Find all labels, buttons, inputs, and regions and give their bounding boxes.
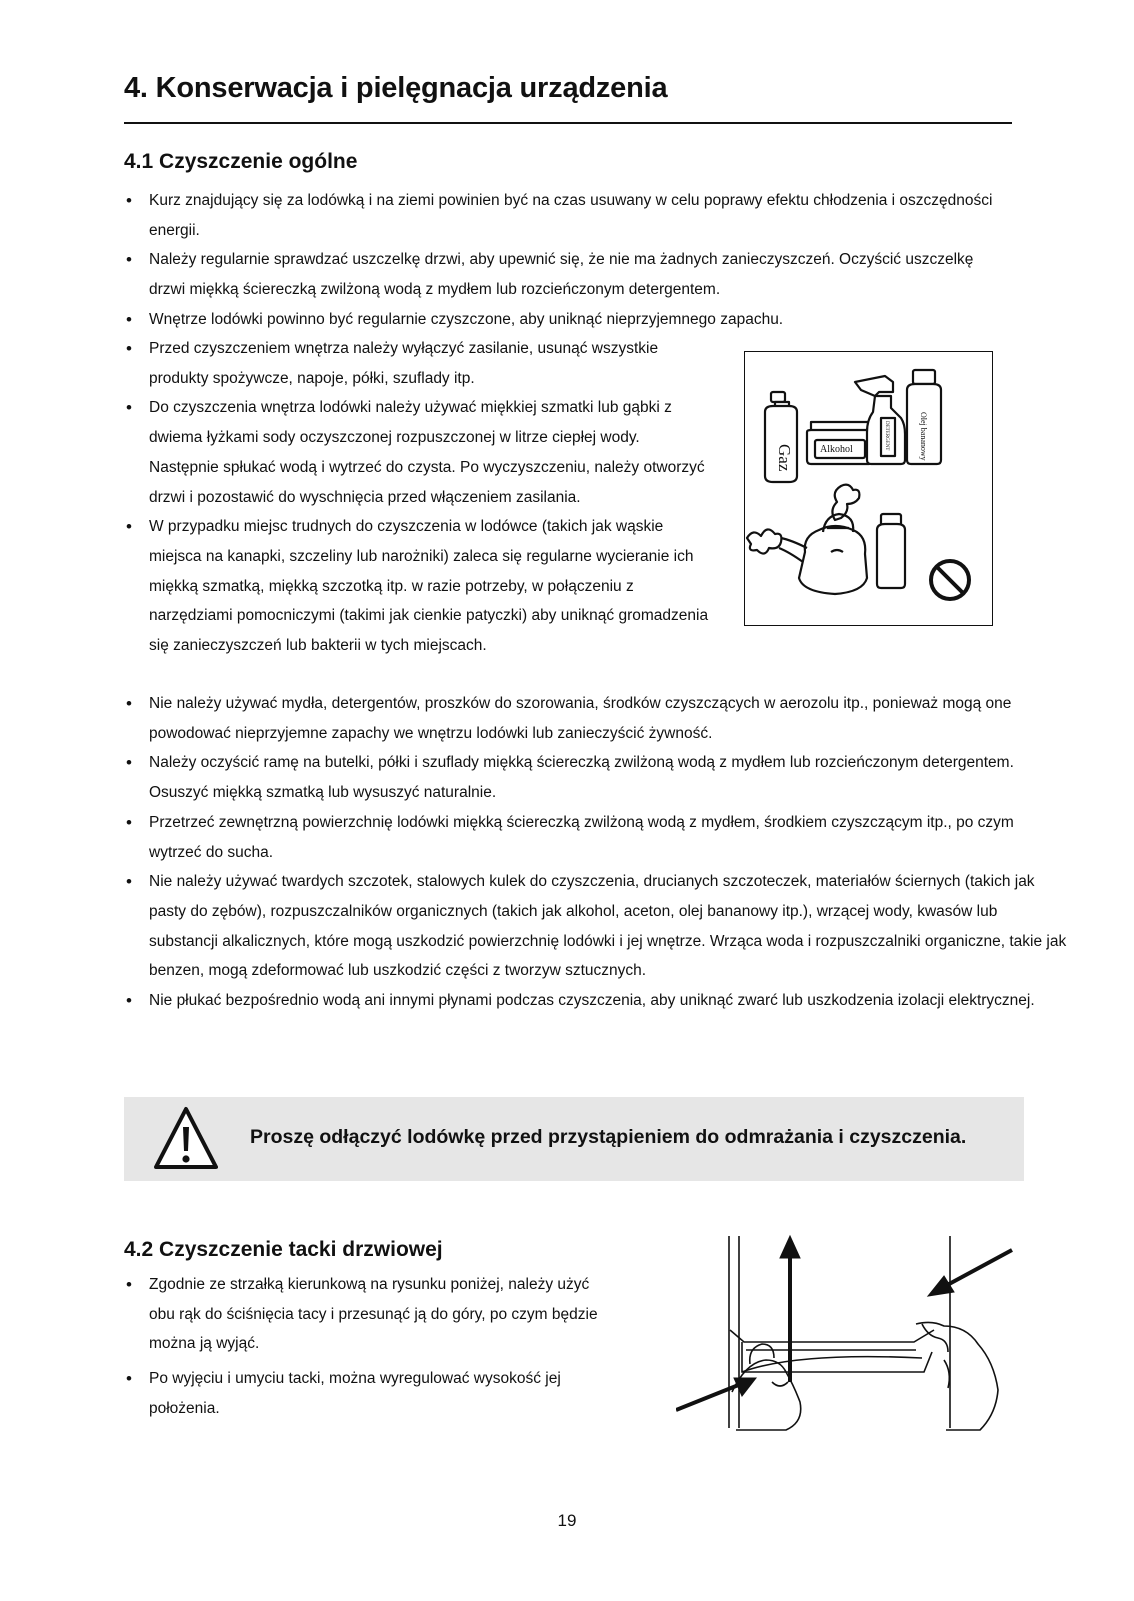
banana-oil-label: Olej bananowy bbox=[919, 412, 928, 461]
prohibited-cleaners-icon bbox=[745, 352, 991, 624]
list-item: • Wnętrze lodówki powinno być regularnie czyszczone, aby uniknąć nieprzyjemnego zapachu. bbox=[124, 305, 1034, 335]
list-item: • Należy regularnie sprawdzać uszczelkę drzwi, aby upewnić się, że nie ma żadnych zanieczyszczeń. Oczyścić uszczelkę drzwi miękką ściereczką zwilżoną wodą z mydłem lub rozcieńczonym detergentem. bbox=[124, 245, 999, 304]
list-item: • Przetrzeć zewnętrzną powierzchnię lodówki miękką ściereczką zwilżoną wodą z mydłem, środkiem czyszczącym itp., po czym wytrzeć do sucha. bbox=[124, 808, 1029, 867]
cleaning-agents-illustration bbox=[744, 351, 993, 626]
gas-label: Gaz bbox=[775, 444, 794, 472]
warning-text: Proszę odłączyć lodówkę przed przystąpieniem do odmrażania i czyszczenia. bbox=[250, 1126, 967, 1148]
page-title: 4. Konserwacja i pielęgnacja urządzenia bbox=[124, 72, 668, 104]
alcohol-label: Alkohol bbox=[820, 444, 853, 455]
section-heading-general-cleaning: 4.1 Czyszczenie ogólne bbox=[124, 150, 358, 173]
list-item: • Należy oczyścić ramę na butelki, półki i szuflady miękką ściereczką zwilżoną wodą z mydłem lub rozcieńczonym detergentem. Osuszyć miękką szmatką lub wysuszyć naturalnie. bbox=[124, 748, 1029, 807]
list-item: • Do czyszczenia wnętrza lodówki należy używać miękkiej szmatki lub gąbki z dwiema łyżkami sody oczyszczonej rozpuszczonej w litrze ciepłej wody. Następnie spłukać wodą i wytrzeć do czysta. Po wyczyszczeniu, należy otworzyć drzwi i pozostawić do wyschnięcia przed włączeniem zasilania. bbox=[124, 393, 709, 512]
list-item: • Po wyjęciu i umyciu tacki, można wyregulować wysokość jej położenia. bbox=[124, 1364, 609, 1423]
page-number: 19 bbox=[557, 1511, 577, 1530]
bullet-list-general-narrow bbox=[124, 334, 714, 661]
title-divider bbox=[124, 122, 1012, 124]
bullet-list-general-bottom bbox=[124, 689, 1067, 1016]
list-item: • Kurz znajdujący się za lodówką i na ziemi powinien być na czas usuwany w celu poprawy efektu chłodzenia i oszczędności energii. bbox=[124, 186, 1034, 245]
list-item: • Nie płukać bezpośrednio wodą ani innymi płynami podczas czyszczenia, aby uniknąć zwarć lub uszkodzenia izolacji elektrycznej. bbox=[124, 986, 1054, 1016]
door-tray-removal-illustration bbox=[676, 1232, 1036, 1432]
list-item: • Nie należy używać twardych szczotek, stalowych kulek do czyszczenia, drucianych szczoteczek, materiałów ściernych (takich jak pasty do zębów), rozpuszczalników organicznych (takich jak alkohol, aceton, olej bananowy itp.), wrzącej wody, kwasów lub substancji alkalicznych, które mogą uszkodzić powierzchnię lodówki i jej wnętrze. Wrząca woda i rozpuszczalniki organiczne, takie jak benzen, mogą zdeformować lub uszkodzić części z tworzyw sztucznych. bbox=[124, 867, 1069, 986]
warning-box bbox=[124, 1097, 1024, 1181]
list-item: • W przypadku miejsc trudnych do czyszczenia w lodówce (takich jak wąskie miejsca na kanapki, szczeliny lub narożniki) zaleca się regularne wycieranie ich miękką szmatką, miękką szczotką itp. w razie potrzeby, w połączeniu z narzędziami pomocniczymi (takimi jak cienkie patyczki) aby uniknąć gromadzenia się zanieczyszczeń lub bakterii w tych miejscach. bbox=[124, 512, 714, 661]
list-item: • Przed czyszczeniem wnętrza należy wyłączyć zasilanie, usunąć wszystkie produkty spożywcze, napoje, półki, szuflady itp. bbox=[124, 334, 714, 393]
section-heading-door-tray: 4.2 Czyszczenie tacki drzwiowej bbox=[124, 1238, 443, 1261]
warning-triangle-icon bbox=[154, 1105, 218, 1171]
list-item: • Zgodnie ze strzałką kierunkową na rysunku poniżej, należy użyć obu rąk do ściśnięcia tacy i przesunąć ją do góry, po czym będzie można ją wyjąć. bbox=[124, 1270, 614, 1359]
bullet-list-door-tray bbox=[124, 1270, 624, 1429]
bullet-list-general-top bbox=[124, 186, 1034, 335]
list-item: • Nie należy używać mydła, detergentów, proszków do szorowania, środków czyszczących w aerozolu itp., ponieważ mogą one powodować nieprzyjemne zapachy we wnętrzu lodówki lub zanieczyścić żywność. bbox=[124, 689, 1054, 748]
detergent-label: DETERGENT bbox=[884, 421, 889, 451]
